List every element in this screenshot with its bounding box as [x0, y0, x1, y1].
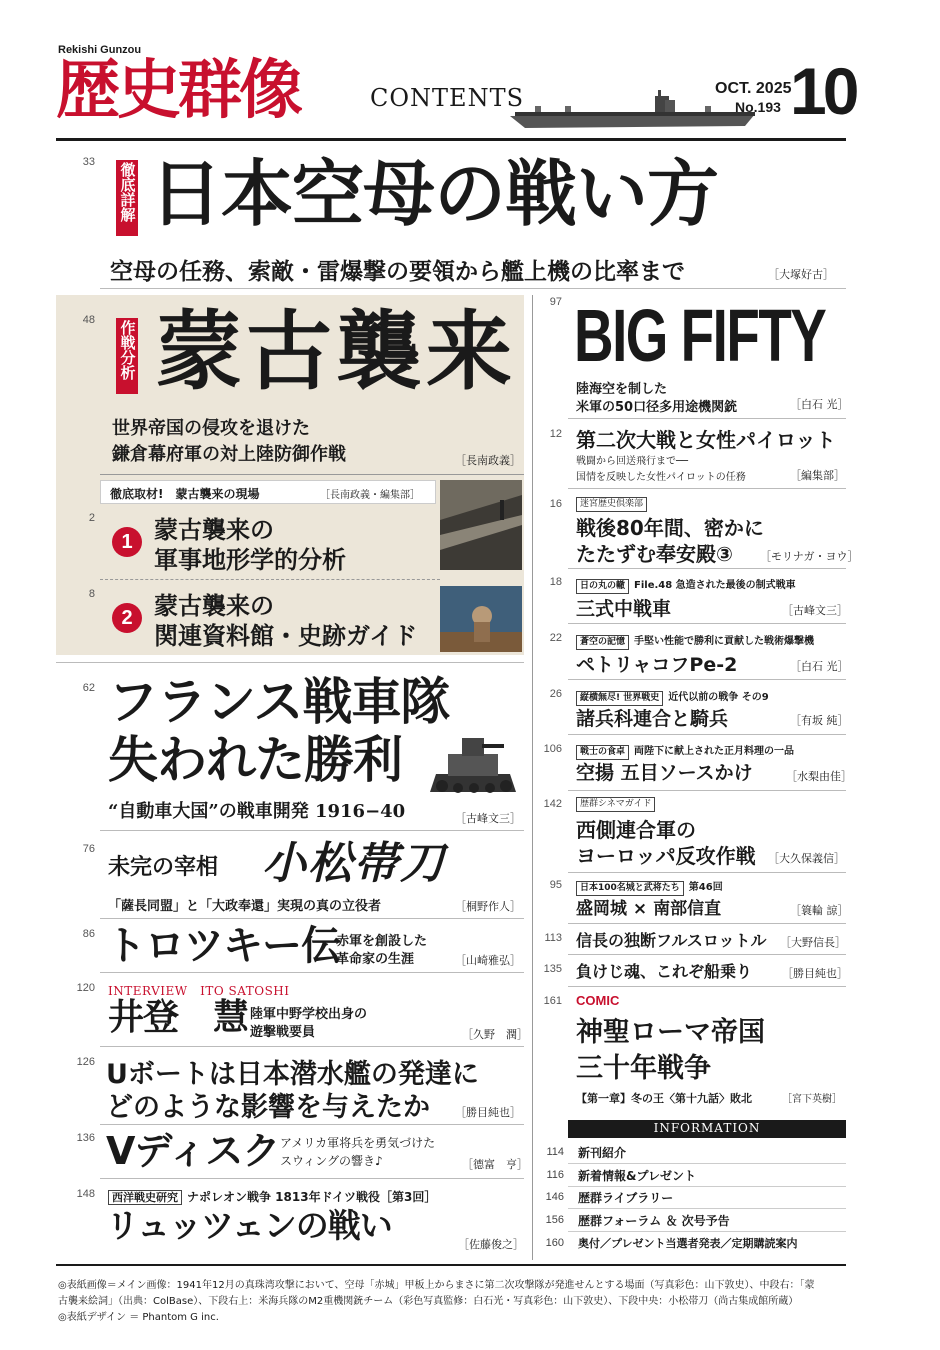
page-number: 156: [545, 1214, 564, 1226]
page-number: 136: [76, 1132, 95, 1144]
article-tag-row: [576, 632, 814, 650]
feature-tag-label: 作戦分析: [118, 320, 137, 380]
divider: [568, 1208, 846, 1209]
page-number: 142: [543, 798, 562, 810]
article-title-line1: 神聖ローマ帝国: [576, 1017, 765, 1048]
article-title: 信長の独断フルスロットル: [576, 931, 767, 950]
page-number: 22: [549, 632, 562, 644]
feature-tag: [116, 318, 138, 394]
divider: [568, 679, 846, 680]
divider: [568, 734, 846, 735]
author: ［長南政義］: [455, 454, 521, 467]
author: ［古峰文三］: [782, 604, 848, 617]
author: ［勝目純也］: [782, 967, 848, 980]
feature-sub-line1: 世界帝国の侵攻を退けた: [112, 418, 310, 439]
author: ［古峰文三］: [455, 812, 521, 825]
divider: [568, 954, 846, 955]
divider: [100, 1046, 524, 1047]
ft17-tank-illustration: [428, 724, 518, 802]
divider: [100, 972, 524, 973]
page-number: 95: [549, 879, 562, 891]
feature-subtitle: 空母の任務、索敵・雷爆撃の要領から艦上機の比率まで: [110, 258, 685, 285]
page-number: 97: [549, 296, 562, 308]
author: ［宮下英樹］: [782, 1094, 842, 1105]
article-kicker: 両陛下に献上された正月料理の一品: [634, 746, 795, 757]
page-number: 146: [545, 1191, 564, 1203]
battlefield-wall-photo: [440, 480, 522, 570]
section-bar-label: 徹底取材! 蒙古襲来の現場: [110, 487, 260, 501]
feature-sub-line2: 鎌倉幕府軍の対上陸防御作戦: [112, 444, 346, 465]
divider: [100, 1178, 524, 1179]
info-item: 歴群ライブラリー: [578, 1191, 674, 1205]
series-tag: 戦士の食卓: [576, 745, 629, 760]
footer-credit-line3: ◎表紙デザイン ＝ Phantom G inc.: [58, 1312, 219, 1323]
page-number: 12: [549, 428, 562, 440]
article-title: 第二次大戦と女性パイロット: [576, 428, 836, 452]
series-tag: 蒼空の記憶: [576, 635, 629, 650]
divider: [568, 986, 846, 987]
article-kicker: 手堅い性能で勝利に貢献した戦術爆撃機: [634, 636, 815, 647]
divider: [100, 830, 524, 831]
info-item: 歴群フォーラム ＆ 次号予告: [578, 1214, 730, 1228]
series-tag: 縦横無尽! 世界戦史: [576, 691, 663, 706]
author: ［有坂 純］: [790, 714, 849, 727]
page-number: 160: [545, 1237, 564, 1249]
article-title: 諸兵科連合と騎兵: [576, 708, 729, 730]
page-number: 148: [76, 1188, 95, 1200]
column-rule: [532, 295, 533, 1260]
series-tag: 日本100名城と武将たち: [576, 881, 684, 896]
divider: [568, 488, 846, 489]
author: ［大久保義信］: [768, 852, 845, 865]
series-tag: 西洋戦史研究: [108, 1190, 182, 1205]
article-title: BIG FIFTY: [574, 294, 826, 377]
author: ［白石 光］: [790, 398, 849, 411]
divider: [568, 623, 846, 624]
feature-title-line1: フランス戦車隊: [108, 673, 450, 731]
article-title: 小松帯刀: [262, 838, 446, 889]
author: ［大塚好古］: [768, 268, 834, 281]
author: ［白石 光］: [790, 660, 849, 673]
page-number: 126: [76, 1056, 95, 1068]
header-rule: [56, 138, 846, 141]
article-desc-line1: 赤軍を創設した: [336, 934, 428, 949]
article-title: Vディスク: [106, 1129, 280, 1173]
info-item: 奥付／プレゼント当選者発表／定期購読案内: [578, 1237, 798, 1250]
article-tag-row: [108, 1188, 436, 1205]
footer-rule: [56, 1264, 846, 1266]
item-title-line1: 蒙古襲来の: [154, 592, 274, 620]
article-title-line2: どのような影響を与えたか: [106, 1092, 430, 1123]
divider: [568, 1186, 846, 1187]
section-bar-author: ［長南政義・編集部］: [320, 490, 420, 501]
author: ［大野信長］: [780, 936, 846, 949]
article-desc: 「薩長同盟」と「大政奉還」実現の真の立役者: [108, 899, 382, 914]
page-number: 86: [82, 928, 95, 940]
series-tag: 日の丸の轍: [576, 579, 629, 594]
feature-tag-label: 徹底詳解: [118, 162, 137, 222]
information-label: INFORMATION: [653, 1121, 761, 1135]
article-title-line1: 戦後80年間、密かに: [576, 516, 764, 540]
page-number: 113: [544, 932, 562, 944]
article-title-line2: ヨーロッパ反攻作戦: [576, 844, 756, 868]
item-title-line2: 軍事地形学的分析: [154, 546, 346, 574]
page-number: 26: [549, 688, 562, 700]
divider: [100, 474, 524, 475]
article-title: 三式中戦車: [576, 598, 672, 620]
page-number: 48: [82, 314, 95, 326]
brand-english: Rekishi Gunzou: [58, 44, 142, 56]
article-title: ペトリャコフPe-2: [576, 654, 738, 676]
feature-subtitle: “自動車大国”の戦車開発 1916−40: [108, 801, 406, 822]
page-number: 16: [549, 498, 562, 510]
contents-label: CONTENTS: [370, 84, 525, 112]
author: ［山崎雅弘］: [455, 954, 521, 967]
article-title: リュッツェンの戦い: [106, 1206, 392, 1245]
page-number: 116: [546, 1169, 564, 1181]
divider: [100, 288, 846, 289]
article-title: 負けじ魂、これぞ船乗り: [576, 962, 753, 981]
divider: [100, 918, 524, 919]
author: ［佐藤俊之］: [458, 1238, 524, 1251]
page-number: 135: [543, 963, 562, 975]
divider: [568, 872, 846, 873]
article-desc-line2: 革命家の生涯: [336, 952, 415, 967]
author: ［勝目純也］: [455, 1106, 521, 1119]
article-kicker: 第46回: [688, 882, 723, 893]
museum-exhibit-photo: [440, 586, 522, 652]
page-number: 114: [546, 1146, 564, 1158]
author: ［德富 亨］: [462, 1158, 528, 1171]
info-item: 新刊紹介: [578, 1146, 627, 1160]
issue-date: OCT. 2025: [715, 80, 792, 97]
divider: [568, 790, 846, 791]
page-number: 120: [76, 982, 95, 994]
footer-credit-line1: ◎表紙画像＝メイン画像：1941年12月の真珠湾攻撃において、空母「赤城」甲板上からまさに第二次攻撃隊が発進せんとする場面（写真彩色：山下敦史）、中段右：「蒙: [58, 1280, 815, 1291]
issue-month: 10: [790, 54, 856, 128]
article-kicker: 近代以前の戦争 その9: [668, 692, 769, 703]
article-desc: 【第一章】冬の王〈第十九話〉敗北: [576, 1092, 752, 1105]
divider: [568, 1163, 846, 1164]
interview-kicker: INTERVIEW ITO SATOSHI: [108, 984, 290, 998]
author: ［簑輪 諒］: [790, 904, 849, 917]
article-kicker: ナポレオン戦争 1813年ドイツ戦役［第3回］: [187, 1190, 437, 1204]
divider: [568, 568, 846, 569]
divider: [56, 662, 524, 663]
author: ［久野 潤］: [462, 1028, 528, 1041]
comic-kicker: COMIC: [576, 993, 620, 1008]
item-number-badge: 2: [112, 603, 142, 633]
item-number-badge: 1: [112, 527, 142, 557]
author: ［桐野作人］: [455, 900, 521, 913]
author: ［編集部］: [790, 469, 845, 482]
article-title-line1: 西側連合軍の: [576, 818, 696, 842]
article-title-line2: たたずむ奉安殿③: [576, 542, 733, 566]
issue-number: No.193: [735, 99, 781, 115]
divider: [568, 923, 846, 924]
page-number: 76: [82, 843, 95, 855]
divider-dashed: [100, 579, 440, 580]
feature-title-line2: 失われた勝利: [108, 731, 402, 789]
article-desc-line2: スウィングの響き♪: [280, 1154, 383, 1168]
page-number: 8: [88, 588, 95, 600]
page-number: 2: [88, 512, 95, 524]
article-title: 井登 慧: [108, 996, 249, 1038]
article-desc-line1: 陸軍中野学校出身の: [250, 1007, 368, 1022]
page-number: 33: [82, 156, 95, 168]
magazine-logo: 歴史群像: [56, 54, 300, 128]
article-title-line1: Uボートは日本潜水艦の発達に: [106, 1059, 479, 1090]
page-number: 106: [543, 743, 562, 755]
series-tag: 歴群シネマガイド: [576, 797, 655, 812]
feature-tag: [116, 160, 138, 236]
article-title-line2: 三十年戦争: [576, 1053, 711, 1084]
article-desc-line2: 遊撃戦要員: [250, 1025, 316, 1040]
article-kicker: File.48 急造された最後の制式戦車: [634, 580, 796, 591]
footer-credit-line2: 古襲来絵詞」（出典：ColBase）、下段右上：米海兵隊のM2重機関銃チーム（彩色写真監修：白石光・写真彩色：山下敦史）、下段中央：小松帯刀（尚古集成館所蔵）: [58, 1296, 799, 1307]
feature-title: 日本空母の戦い方: [150, 152, 719, 236]
item-title-line2: 関連資料館・史跡ガイド: [154, 622, 418, 650]
article-tag-row: [576, 576, 796, 594]
divider: [568, 418, 846, 419]
article-desc-line2: 国情を反映した女性パイロットの任務: [576, 472, 746, 483]
feature-title: 蒙古襲来: [156, 301, 516, 402]
page-number: 62: [82, 682, 95, 694]
author: ［モリナガ・ヨウ］: [760, 550, 859, 563]
article-title: 空揚 五目ソースかけ: [576, 762, 753, 784]
page-number: 18: [549, 576, 562, 588]
article-kicker: 未完の宰相: [108, 855, 219, 880]
article-desc-line1: 戦闘から回送飛行まで──: [576, 456, 689, 467]
item-title-line1: 蒙古襲来の: [154, 516, 274, 544]
series-tag: 迷宮歴史倶楽部: [576, 497, 647, 512]
article-title: 盛岡城 × 南部信直: [576, 899, 722, 919]
article-desc-line1: アメリカ軍将兵を勇気づけた: [280, 1136, 436, 1150]
divider: [568, 1231, 846, 1232]
article-title: トロツキー伝: [106, 923, 340, 969]
article-desc-line1: 陸海空を制した: [576, 382, 668, 397]
divider: [100, 1124, 524, 1125]
page-number: 161: [543, 995, 562, 1007]
info-item: 新着情報&プレゼント: [578, 1169, 696, 1183]
article-desc-line2: 米軍の50口径多用途機関銃: [576, 400, 738, 415]
author: ［水梨由佳］: [786, 770, 852, 783]
